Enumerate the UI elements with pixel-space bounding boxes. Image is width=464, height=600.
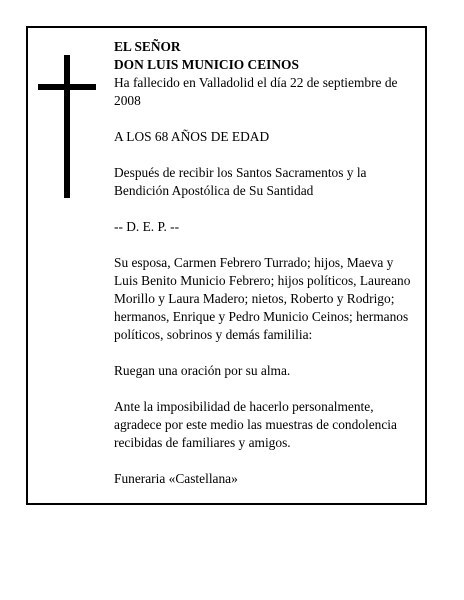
- death-notice: Ha fallecido en Valladolid el día 22 de septiembre de 2008: [114, 75, 398, 108]
- deceased-name: DON LUIS MUNICIO CEINOS: [114, 57, 299, 72]
- title-line-1: EL SEÑOR: [114, 39, 181, 54]
- funeral-home: Funeraria «Castellana»: [114, 471, 238, 486]
- age-line: A LOS 68 AÑOS DE EDAD: [114, 129, 270, 144]
- prayer-request: Ruegan una oración por su alma.: [114, 363, 291, 378]
- sacraments-line: Después de recibir los Santos Sacramentos y la Bendición Apostólica de Su Santidad: [114, 165, 367, 198]
- obituary-text: [114, 38, 414, 506]
- family-paragraph: Su esposa, Carmen Febrero Turrado; hijos, Maeva y Luis Benito Municio Febrero; hijos políticos, Laureano Morillo y Laura Madero; nietos, Roberto y Rodrigo; hermanos, Enrique y Pedro Municio Ceinos; hermanos políticos, sobrinos y demás famililia:: [114, 255, 411, 342]
- cross-icon: [64, 55, 70, 198]
- cross-icon-crossbar: [38, 84, 96, 90]
- rip-line: -- D. E. P. --: [114, 219, 180, 234]
- thanks-paragraph: Ante la imposibilidad de hacerlo personalmente, agradece por este medio las muestras de condolencia recibidas de familiares y amigos.: [114, 399, 397, 450]
